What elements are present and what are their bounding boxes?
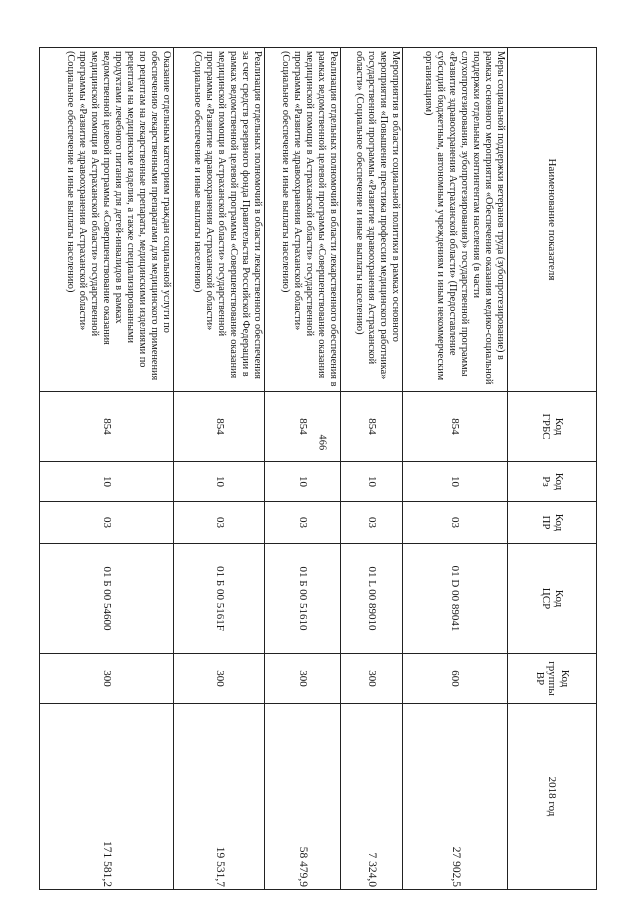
header-pr xyxy=(508,502,597,544)
row-pr: 03 xyxy=(341,502,403,544)
header-vr-line-2: группы xyxy=(546,661,559,696)
table-row xyxy=(341,48,403,890)
header-row xyxy=(508,48,597,890)
budget-table xyxy=(39,47,597,890)
row-amount: 19 531,7 xyxy=(174,704,265,890)
row-pr: 03 xyxy=(40,502,174,544)
row-grbs: 854 xyxy=(40,392,174,462)
row-grbs: 854 xyxy=(174,392,265,462)
row-csr: 01 Б 00 5161F xyxy=(174,544,265,654)
row-csr: 01 L 00 89010 xyxy=(341,544,403,654)
header-grbs xyxy=(508,392,597,462)
row-csr: 01 D 00 89041 xyxy=(402,544,507,654)
row-rz: 10 xyxy=(341,462,403,502)
row-rz: 10 xyxy=(264,462,340,502)
row-name: Реализация отдельных полномочий в области лекарственного обеспечения за счет средств резервного фонда Правительства Российской Федерации в рамках ведомственной целевой программы «Совершенствование оказания медицинской помощи в Астраханской области» государственной программы «Развитие здравоохранения Астраханской области» (Социальное обеспечение и иные выплаты населению) xyxy=(174,48,265,392)
row-grbs: 854 xyxy=(341,392,403,462)
row-name: Меры социальной поддержки ветеранов труда (зубопротезирование) в рамках основного мероприятия «Обеспечение оказания медико-социальной поддержки отдельным контингентам населения (в части слухопротезирования, зубопротезирования)» государственной программы «Развитие здравоохранения Астраханской области» (Предоставление субсидий бюджетным, автономным учреждениям и иным некоммерческим организациям) xyxy=(402,48,507,392)
row-csr: 01 Б 00 51610 xyxy=(264,544,340,654)
row-amount: 171 581,2 xyxy=(40,704,174,890)
header-rz-line-1: Код xyxy=(552,472,565,491)
row-vr: 300 xyxy=(174,654,265,704)
row-pr: 03 xyxy=(264,502,340,544)
header-vr xyxy=(508,654,597,704)
header-pr-line-2: ПР xyxy=(540,515,552,530)
table-row xyxy=(402,48,507,890)
row-name: Мероприятия в области социальной политики в рамках основного мероприятия «Повышение престижа профессии медицинского работника» государственной программы «Развитие здравоохранения Астраханской области» (Социальное обеспечение и иные выплаты населению) xyxy=(341,48,403,392)
row-name: Реализация отдельных полномочий в области лекарственного обеспечения в рамках ведомственной целевой программы «Совершенствование оказания медицинской помощи в Астраханской области» государственной программы «Развитие здравоохранения Астраханской области» (Социальное обеспечение и иные выплаты населению) xyxy=(264,48,340,392)
header-pr-line-1: Код xyxy=(552,513,565,532)
header-grbs-line-1: Код xyxy=(552,417,565,436)
header-year: 2018 год xyxy=(508,704,597,890)
row-rz: 10 xyxy=(174,462,265,502)
header-name: Наименование показателя xyxy=(508,48,597,392)
row-amount: 7 324,0 xyxy=(341,704,403,890)
row-vr: 300 xyxy=(341,654,403,704)
budget-table-container xyxy=(39,47,597,889)
header-grbs-line-2: ГРБС xyxy=(540,413,552,440)
row-name: Оказание отдельным категориям граждан социальной услуги по обеспечению лекарственными препаратами для медицинского применения по рецептам на лекарственные препараты, медицинскими изделиями по рецептам на медицинские изделия, а также специализированными продуктами лечебного питания для детей-инвалидов в рамках ведомственной целевой программы «Совершенствование оказания медицинской помощи в Астраханской области» государственной программы «Развитие здравоохранения Астраханской области» (Социальное обеспечение и иные выплаты населению) xyxy=(40,48,174,392)
row-vr: 300 xyxy=(40,654,174,704)
header-csr-line-2: ЦСР xyxy=(540,587,552,610)
row-amount: 58 479,9 xyxy=(264,704,340,890)
table-row xyxy=(174,48,265,890)
row-amount: 27 902,5 xyxy=(402,704,507,890)
row-grbs: 854 xyxy=(402,392,507,462)
row-grbs: 854 xyxy=(264,392,340,462)
header-vr-line-3: ВР xyxy=(533,671,546,686)
header-csr-line-1: Код xyxy=(552,589,565,608)
header-vr-line-1: Код xyxy=(558,669,571,688)
row-pr: 03 xyxy=(174,502,265,544)
row-rz: 10 xyxy=(40,462,174,502)
header-csr xyxy=(508,544,597,654)
table-row xyxy=(40,48,174,890)
header-rz xyxy=(508,462,597,502)
page-number: 466 xyxy=(316,434,328,451)
row-pr: 03 xyxy=(402,502,507,544)
row-csr: 01 Б 00 54600 xyxy=(40,544,174,654)
table-row xyxy=(264,48,340,890)
row-vr: 600 xyxy=(402,654,507,704)
row-vr: 300 xyxy=(264,654,340,704)
row-rz: 10 xyxy=(402,462,507,502)
header-rz-line-2: Рз xyxy=(540,476,552,487)
